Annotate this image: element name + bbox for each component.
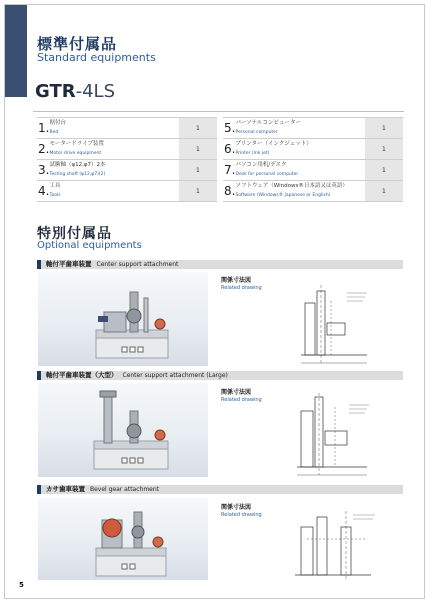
item-name-en: Testing shaft (φ12,φ7)(2) [49, 172, 106, 177]
item-number: 2. [37, 139, 49, 160]
section-header-bevel-gear [37, 485, 403, 494]
standard-title-en: Standard equipments [37, 51, 156, 64]
item-qty: 1 [179, 181, 217, 202]
center-support-large-photo [38, 383, 208, 477]
optional-title-en: Optional equipments [37, 240, 142, 251]
table-row [223, 160, 403, 181]
machine-illustration [38, 498, 208, 580]
item-qty: 1 [365, 181, 403, 202]
standard-title-jp: 標準付属品 [37, 35, 118, 53]
machine-illustration [38, 383, 208, 477]
related-drawing-title-en: Related drawing [221, 397, 262, 403]
table-row [223, 118, 403, 139]
model-name-suffix: -4LS [75, 81, 116, 102]
item-name-en: Software (Windows® Japanese or English) [235, 193, 331, 198]
section-header-center-support-large [37, 371, 403, 380]
item-name-jp: 据付台 [49, 120, 66, 126]
item-qty: 1 [365, 160, 403, 181]
item-number: 3. [37, 160, 49, 181]
section-side-tab [5, 5, 27, 97]
section-title-en: Center support attachment [96, 261, 179, 268]
table-row [223, 181, 403, 202]
model-name [35, 81, 115, 105]
related-drawing-title-en: Related drawing [221, 285, 262, 291]
item-qty: 1 [179, 139, 217, 160]
standard-table-left [37, 117, 217, 202]
item-number: 4. [37, 181, 49, 202]
item-name-en: Printer (Ink jet) [235, 151, 270, 156]
item-qty: 1 [365, 118, 403, 139]
center-support-photo [38, 272, 208, 366]
related-drawing-title-jp: 関係寸法図 [221, 389, 252, 396]
item-number: 8. [223, 181, 235, 202]
related-drawing-title-jp: 関係寸法図 [221, 277, 252, 284]
divider [33, 111, 404, 112]
section-title-jp: 軸付平歯車装置 [46, 260, 92, 268]
item-name-en: Personal computer [235, 130, 278, 135]
item-name-en: Bed [49, 130, 59, 135]
section-title-jp: 軸付平歯車装置（大型） [46, 371, 118, 379]
item-number: 7. [223, 160, 235, 181]
item-number: 6. [223, 139, 235, 160]
table-row [37, 160, 217, 181]
item-qty: 1 [365, 139, 403, 160]
item-name-jp: プリンター（インクジェット） [235, 141, 312, 147]
related-drawing-bevel-gear [287, 505, 403, 583]
section-title-en: Bevel gear attachment [90, 486, 160, 493]
item-qty: 1 [179, 118, 217, 139]
item-qty: 1 [179, 160, 217, 181]
related-drawing-center-support [287, 283, 403, 369]
section-title-en: Center support attachment (Large) [122, 372, 228, 379]
section-title-jp: カサ歯車装置 [46, 485, 85, 493]
item-name-en: Tools [49, 193, 61, 198]
optional-title-jp: 特別付属品 [37, 226, 112, 242]
related-drawing-title-en: Related drawing [221, 512, 262, 518]
item-name-jp: 試験軸（φ12,φ7）2本 [49, 162, 106, 168]
related-drawing-title-jp: 関係寸法図 [221, 504, 252, 511]
table-row [37, 181, 217, 202]
machine-illustration [38, 272, 208, 366]
page-number: 5 [19, 581, 24, 589]
standard-table-right [223, 117, 403, 202]
bevel-gear-photo [38, 498, 208, 580]
catalog-page [4, 4, 425, 599]
item-name-jp: パーソナルコンピューター [235, 120, 301, 126]
item-name-jp: モータードライブ装置 [49, 141, 104, 147]
table-row [223, 139, 403, 160]
table-row [37, 139, 217, 160]
item-name-en: Motor drive equipment [49, 151, 102, 156]
section-header-center-support [37, 260, 403, 269]
item-number: 1. [37, 118, 49, 139]
item-name-jp: パソコン用机/デスク [235, 162, 287, 168]
related-drawing-center-support-large [287, 393, 403, 479]
item-name-en: Desk for personal computer [235, 172, 299, 177]
table-row [37, 118, 217, 139]
model-name-bold: GTR [35, 81, 76, 102]
item-name-jp: ソフトウェア（Windows®日本語又は英語） [235, 183, 348, 189]
item-number: 5. [223, 118, 235, 139]
item-name-jp: 工具 [49, 183, 61, 189]
